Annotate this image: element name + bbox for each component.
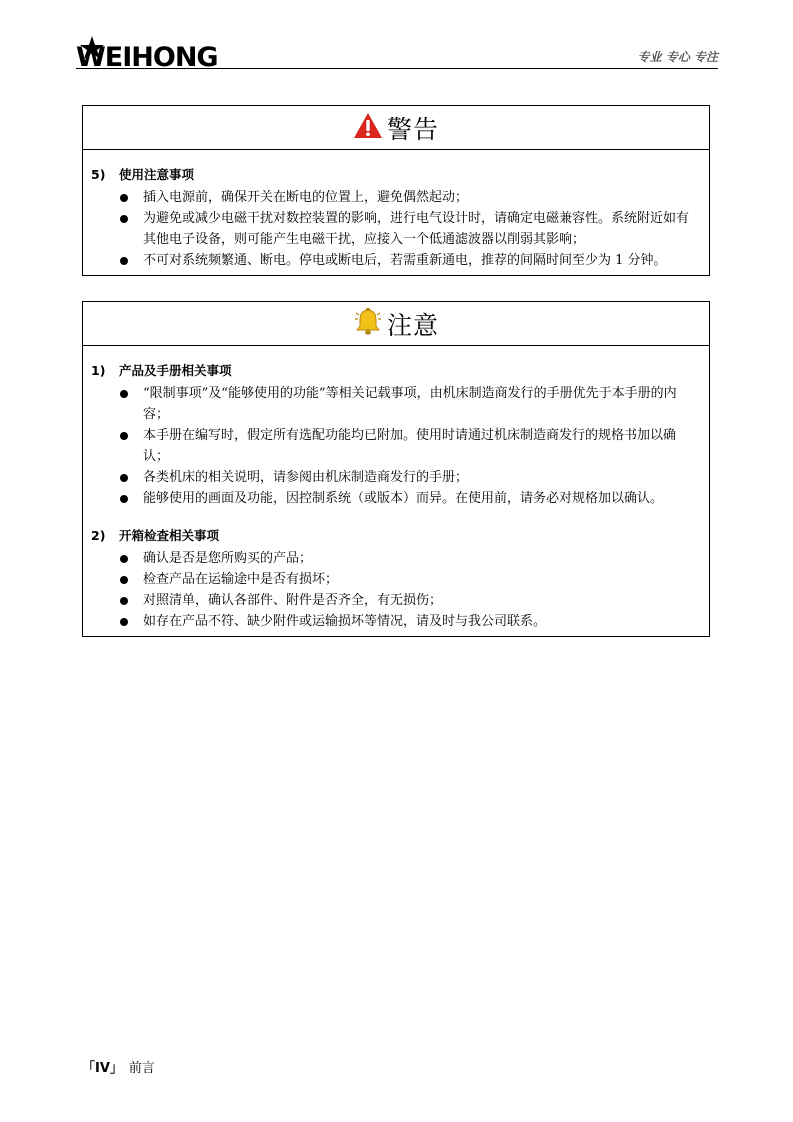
list-item (91, 569, 701, 590)
list-item-text: 本手册在编写时，假定所有选配功能均已附加。使用时请通过机床制造商发行的规格书加以确认； (143, 428, 677, 464)
list-item-text: 检查产品在运输途中是否有损坏； (143, 572, 339, 587)
list-item (91, 425, 701, 467)
section-number: 2) (91, 528, 106, 543)
bell-icon (353, 307, 383, 341)
list-item (91, 383, 701, 425)
section-number: 1) (91, 363, 106, 378)
section-heading (91, 360, 701, 381)
list-item-text: 确认是否是您所购买的产品； (143, 551, 313, 566)
notice-box (82, 301, 710, 637)
list-item (91, 548, 701, 569)
warning-triangle-icon (353, 112, 383, 143)
list-item-text: 对照清单，确认各部件、附件是否齐全，有无损伤； (143, 593, 443, 608)
bullet-icon (120, 495, 128, 503)
bullet-icon (120, 257, 128, 265)
section-title: 开箱检查相关事项 (119, 528, 220, 543)
page-number: 「IV」 (82, 1061, 123, 1076)
bullet-icon (120, 432, 128, 440)
list-item (91, 611, 701, 632)
logo-text: WEIHONG (76, 42, 218, 68)
list-item-text: 不可对系统频繁通、断电。停电或断电后，若需重新通电，推荐的间隔时间至少为 1 分钟。 (143, 253, 667, 268)
list-item (91, 208, 701, 250)
section-title: 使用注意事项 (119, 167, 195, 182)
bullet-icon (120, 597, 128, 605)
notice-title: 注意 (386, 310, 439, 340)
list-item-text: “限制事项”及“能够使用的功能”等相关记载事项，由机床制造商发行的手册优先于本手册的内容； (143, 386, 677, 422)
notice-header (83, 302, 709, 346)
bullet-icon (120, 215, 128, 223)
list-item (91, 488, 701, 509)
list-item-text: 插入电源前，确保开关在断电的位置上，避免偶然起动； (143, 190, 469, 205)
notice-body (83, 346, 709, 636)
warning-header (83, 106, 709, 150)
warning-title: 警告 (386, 114, 439, 144)
weihong-logo (76, 36, 226, 66)
bullet-icon (120, 618, 128, 626)
header-slogan: 专业 专心 专注 (637, 50, 718, 64)
bullet-icon (120, 474, 128, 482)
bullet-icon (120, 555, 128, 563)
list-item-text: 各类机床的相关说明，请参阅由机床制造商发行的手册； (143, 470, 469, 485)
warning-box (82, 105, 710, 276)
list-item-text: 如存在产品不符、缺少附件或运输损坏等情况，请及时与我公司联系。 (143, 614, 547, 629)
list-item (91, 590, 701, 611)
section-number: 5) (91, 167, 106, 182)
section-heading (91, 525, 701, 546)
bullet-icon (120, 576, 128, 584)
section-heading (91, 164, 701, 185)
list-item-text: 能够使用的画面及功能，因控制系统（或版本）而异。在使用前，请务必对规格加以确认。 (143, 491, 664, 506)
section-name: 前言 (128, 1061, 155, 1076)
bullet-icon (120, 194, 128, 202)
bullet-icon (120, 390, 128, 398)
page-footer (82, 1057, 155, 1076)
section-title: 产品及手册相关事项 (119, 363, 232, 378)
list-item (91, 187, 701, 208)
list-item (91, 467, 701, 488)
warning-body (83, 150, 709, 275)
list-item (91, 250, 701, 271)
list-item-text: 为避免或减少电磁干扰对数控装置的影响，进行电气设计时，请确定电磁兼容性。系统附近如有其他电子设备，则可能产生电磁干扰，应接入一个低通滤波器以削弱其影响； (143, 211, 690, 247)
page-header (76, 34, 718, 69)
